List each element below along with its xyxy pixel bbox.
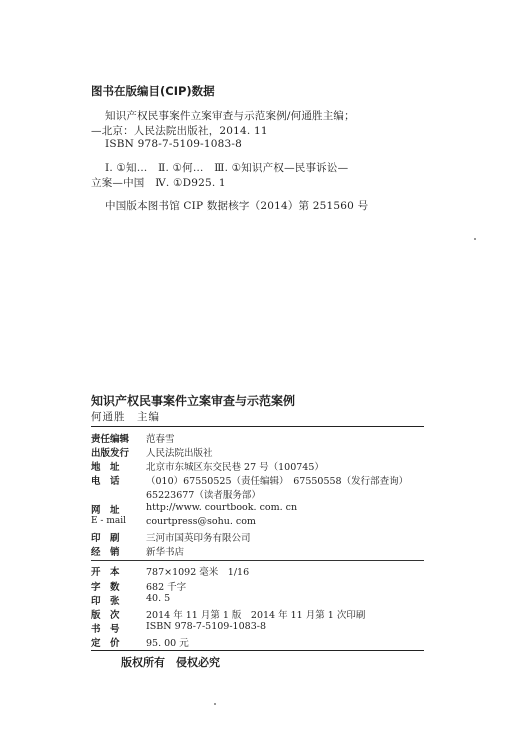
credit-value: courtpress@sohu. com: [146, 516, 256, 527]
credit-value: （010）67550525（责任编辑） 67550558（发行部查询）: [146, 476, 409, 487]
credit-label: E - mail: [91, 516, 126, 526]
cip-line-classification: Ⅰ. ①知… Ⅱ. ①何… Ⅲ. ①知识产权—民事诉讼—: [105, 162, 349, 174]
credit-label: 责任编辑: [91, 434, 130, 445]
credit-value: 新华书店: [146, 547, 185, 558]
divider-middle: [91, 560, 424, 561]
rights-notice: 版权所有 侵权必究: [121, 656, 220, 669]
cip-heading: 图书在版编目(CIP)数据: [91, 84, 215, 98]
divider-bottom: [91, 650, 424, 651]
cip-line-title: 知识产权民事案件立案审查与示范案例/何通胜主编；: [105, 110, 355, 122]
spec-label: 版 次: [91, 610, 120, 621]
credit-value: 人民法院出版社: [146, 448, 213, 459]
credit-label: 出版发行: [91, 448, 130, 459]
credit-label: 印 刷: [91, 533, 120, 544]
book-author: 何通胜 主编: [91, 411, 160, 423]
credit-label: 网 址: [91, 505, 120, 516]
cip-line-publisher: —北京：人民法院出版社，2014. 11: [91, 125, 268, 137]
scan-speck: [214, 703, 216, 705]
credit-value: http://www. courtbook. com. cn: [146, 502, 298, 513]
spec-value: 2014 年 11 月第 1 版 2014 年 11 月第 1 次印刷: [146, 610, 366, 621]
scan-speck: [474, 238, 476, 240]
credit-value: 三河市国英印务有限公司: [146, 533, 251, 544]
spec-label: 定 价: [91, 638, 120, 649]
credit-value: 北京市东城区东交民巷 27 号（100745）: [146, 462, 324, 473]
credit-label: 电 话: [91, 476, 120, 487]
credit-value: 65223677（读者服务部）: [146, 490, 261, 501]
spec-value: 787×1092 毫米 1/16: [146, 567, 250, 578]
spec-label: 字 数: [91, 582, 120, 593]
spec-label: 开 本: [91, 567, 120, 578]
credit-label: 经 销: [91, 547, 120, 558]
book-title: 知识产权民事案件立案审查与示范案例: [91, 394, 296, 408]
spec-value: 95. 00 元: [146, 638, 189, 649]
divider-top: [91, 426, 424, 427]
credit-value: 范春雪: [146, 434, 175, 445]
cip-line-isbn: ISBN 978-7-5109-1083-8: [105, 138, 243, 150]
spec-label: 印 张: [91, 596, 120, 607]
spec-label: 书 号: [91, 624, 120, 635]
spec-value: 40. 5: [146, 593, 171, 604]
cip-line-classification-cont: 立案—中国 Ⅳ. ①D925. 1: [91, 177, 226, 189]
credit-label: 地 址: [91, 462, 120, 473]
cip-line-data-number: 中国版本图书馆 CIP 数据核字（2014）第 251560 号: [105, 200, 369, 212]
spec-value: 682 千字: [146, 582, 187, 593]
spec-value: ISBN 978-7-5109-1083-8: [146, 621, 266, 632]
